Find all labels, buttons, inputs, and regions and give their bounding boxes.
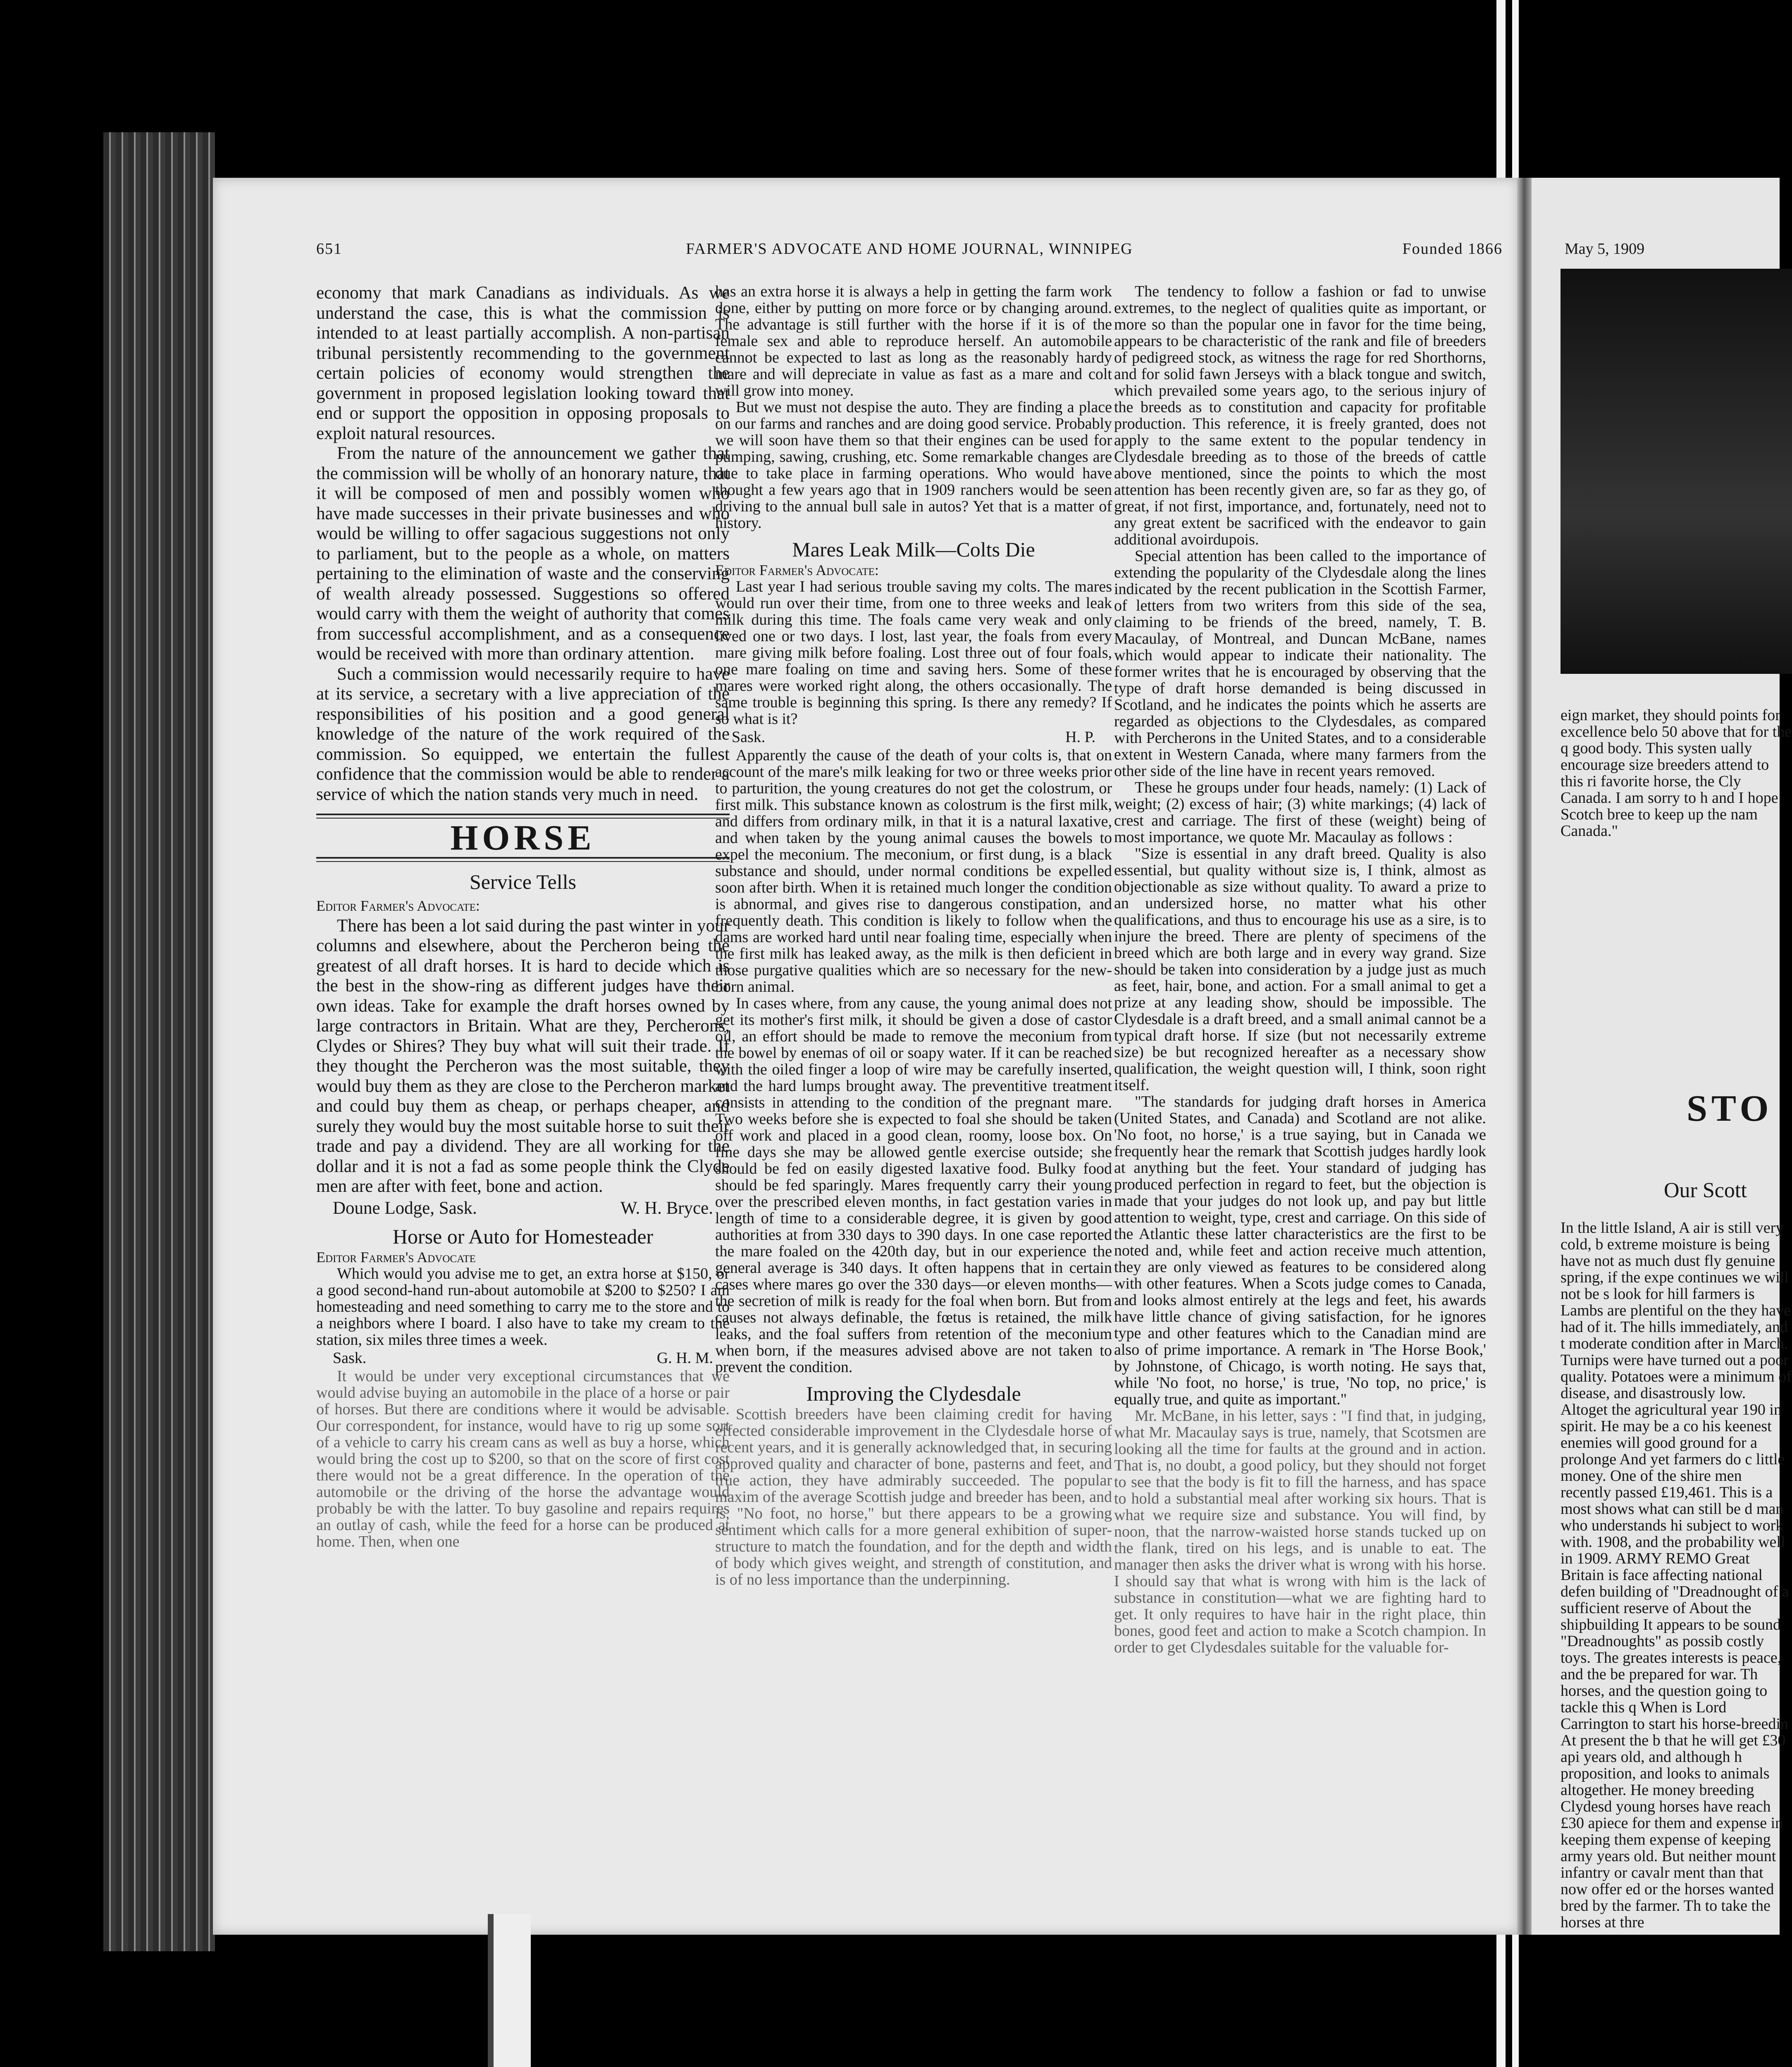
signature [715,729,1112,745]
book-spine [1517,178,1532,1935]
signature-place: Sask. [333,1349,367,1367]
signature [316,1198,730,1219]
paragraph: Such a commission would necessarily require to have at its service, a secretary with a live appreciation of the responsibilities of his position and a good general knowledge of the nature of the work required of the commission. So equipped, we entertain the fullest confidence that the commission would be able to render a service of which the nation stands very much in need. [316,664,730,804]
column-2 [715,283,1112,1588]
paragraph: These he groups under four heads, namely: (1) Lack of weight; (2) excess of hair; (3) white markings; (4) lack of crest and carriage. The first of these (weight) being of most importance, we quote Mr. Macaulay as follows : [1114,779,1486,846]
binding-strap-bottom [1496,1935,1506,2067]
founded-label: Founded 1866 [1402,240,1503,258]
section-rule [316,857,730,862]
signature-place: Doune Lodge, Sask. [333,1198,477,1218]
left-page [213,178,1519,1935]
section-title: STO [1687,1088,1773,1129]
article-reply: Apparently the cause of the death of your colts is, that on account of the mare's milk leaking for two or three weeks prior to parturition, the young creatures do not get the colostrum, or first milk. This substance known as colostrum is the first milk, and differs from ordinary milk, in that it is a natural laxative, and when taken by the young animal causes the bowels to expel the meconium. The meconium, or first dung, is a black substance and should, under normal conditions be expelled soon after birth. When it is retained much longer the condition is abnormal, and gives rise to dangerous constipation, and frequently death. This condition is likely to follow when the dams are worked hard until near foaling time, especially when the first milk has leaked away, as the milk is then deficient in those purgative qualities which are so necessary for the new-born animal. [715,747,1112,995]
right-page-text: eign market, they should points for excellence belo 50 above that for the q good body. This systen ually encourage size breeders attend to this ri favorite horse, the Cly Canada. I am sorry to h and I hope Scotch bree to keep up the nam Canada." [1561,707,1792,840]
page-number: 651 [316,240,342,258]
editor-line: Editor Farmer's Advocate [316,1249,476,1265]
quote: "The standards for judging draft horses in America (United States, and Canada) and Scotland are not alike. 'No foot, no horse,' is a true saying, but in Canada we frequently hear the remark that Scottish judges hardly look at anything but the feet. Your standard of judging has produced perfection in regard to feet, but the objection is made that your judges do not look up, and pay but little attention to weight, type, crest and carriage. On this side of the Atlantic these latter characteristics are the first to be noted and, while feet and action receive much attention, they are only viewed as features to be considered along with other features. When a Scots judge comes to Canada, and looks almost entirely at the legs and feet, his awards have little chance of giving satisfaction, for he ignores type and other features which to the Canadian mind are also of prime importance. A remark in 'The Horse Book,' by Johnstone, of Chicago, is worth noting. He says that, while 'No foot, no horse,' is true, 'No top, no price,' is equally true, and quite as important." [1114,1093,1486,1408]
right-page [1532,178,1792,1935]
paragraph: But we must not despise the auto. They are finding a place on our farms and ranches and are doing good service. Probably we will soon have them so that their engines can be used for pumping, sawing, crushing, etc. Some remarkable changes are due to take place in farming operations. Who would have thought a few years ago that in 1909 ranchers would be seen driving to the annual bull sale in autos? Yet that is a matter of history. [715,399,1112,532]
column-3 [1114,283,1486,1656]
article-body: There has been a lot said during the past winter in your columns and elsewhere, about the Percheron being the greatest of all draft horses. It is hard to decide which is the best in the show-ring as different judges have their own ideas. Take for example the draft horses owned by large contractors in Britain. What are they, Percherons, Clydes or Shires? They buy what will suit their trade. If they thought the Percheron was the most suitable, they would buy them as they are close to the Percheron market and could buy them as cheap, or perhaps cheaper, and surely they would buy the most suitable horse to suit their trade and pay a dividend. They are all working for the dollar and it is not a fad as some people think the Clyde men are after with feet, bone and action. [316,916,730,1196]
editor-line: Editor Farmer's Advocate: [715,562,879,578]
article-headline: Mares Leak Milk—Colts Die [792,538,1035,561]
paragraph: Mr. McBane, in his letter, says : "I find that, in judging, what Mr. Macaulay says is true, namely, that Scotsmen are looking all the time for faults at the ground and in action. That is, no doubt, a good policy, but they should not forget to see that the body is fit to fill the harness, and has space to hold a substantial meal after working six hours. That is what we require size and substance. You will find, by noon, that the narrow-waisted horse stands tucked up on the flank, tired on his legs, and is unable to eat. The manager then asks the driver what is wrong with his horse. I should say that what is wrong with him is the lack of substance in constitution—what we are fighting hard to get. It only requires to have hair in the right place, thin bones, good feet and action to make a Scotch champion. In order to get Clydesdales suitable for the valuable for- [1114,1407,1486,1656]
signature-author: W. H. Bryce. [620,1198,713,1218]
article-headline: Improving the Clydesdale [806,1382,1021,1405]
right-page-text: In the little Island, A air is still very cold, b extreme moisture is being have not as much dust fly genuine spring, if the expe continues we will not be s look for hill farmers is Lambs are plentiful on the they have had of it. The hills immediately, and t moderate condition after in March. Turnips were have turned out a poor quality. Potatoes were a minimum of disease, and disastrously low. Altoget the agricultural year 190 in spirit. He may be a co his keenest enemies will good ground for a prolonge And yet farmers do c little money. One of the shire men recently passed £19,461. This is a most shows what can still be d man who understands hi subject to work with. 1908, and the probability well in 1909. ARMY REMO Great Britain is face affecting national defen building of "Dreadnought of a sufficient reserve of About the shipbuilding It appears to be sound "Dreadnoughts" as possib costly toys. The greates interests is peace, and the be prepared for war. Th horses, and the question going to tackle this q When is Lord Carrington to start his horse-breedin At present the b that he will get £30 api years old, and although h proposition, and looks to animals altogether. He money breeding Clydesd young horses have reach £30 apiece for them and expense in keeping them expense of keeping army years old. But neither mount infantry or cavalr ment than that now offer ed or the horses wanted bred by the farmer. Th to take the horses at thre [1561,1219,1792,1931]
editor-line: Editor Farmer's Advocate: [316,897,480,914]
article-headline: Horse or Auto for Homesteader [392,1225,654,1248]
paragraph: has an extra horse it is always a help in getting the farm work done, either by putting on more force or by changing around. The advantage is still further with the horse if it is of the female sex and able to reproduce herself. An automobile cannot be expected to last as long as the reasonably hardy mare and will depreciate in value as fast as a mare and colt will grow into money. [715,283,1112,399]
quote: "Size is essential in any draft breed. Quality is also essential, but quality without size is, I think, almost as objectionable as size without quality. To award a prize to an undersized horse, no matter what his other qualifications, and thus to encourage his use as a sire, is to injure the breed. There are plenty of specimens of the breed which are both large and in every way grand. Size should be taken into consideration by a judge just as much as feet, hair, bone, and action. For a small animal to get a prize at any leading show, should be impossible. The Clydesdale is a draft breed, and a small animal cannot be a typical draft horse. If size (but not necessarily extreme size) be but recognized hereafter as a necessary show qualification, the weight question will, I think, soon right itself. [1114,845,1486,1094]
paragraph: economy that mark Canadians as individuals. As we understand the case, this is what the commission is intended to at least partially accomplish. A non-partisan tribunal persistently recommending to the government certain policies of economy would strengthen the government in proposed legislation looking toward that end or support the opposition in opposing proposals to exploit natural resources. [316,283,730,443]
article-body: Which would you advise me to get, an extra horse at $150, or a good second-hand run-about automobile at $200 to $250? I am homesteading and need something to carry me to the store and to a neighbors where I board. I also have to take my cream to the station, six miles three times a week. [316,1265,730,1349]
signature-place: Sask. [732,728,766,746]
photo [1561,269,1792,674]
paragraph: From the nature of the announcement we gather that the commission will be wholly of an honorary nature, that it will be composed of men and possibly women who have made successes in their private businesses and who would be willing to offer sagacious suggestions not only to parliament, but to the people as a whole, on matters pertaining to the elimination of waste and the conserving of wealth already possessed. Suggestions so offered would carry with them the weight of authority that comes from successful accomplishment, and as a consequence would be received with more than ordinary attention. [316,444,730,664]
right-page-date: May 5, 1909 [1565,240,1645,258]
paragraph: Special attention has been called to the importance of extending the popularity of the Clydesdale along the lines indicated by the recent publication in the Scottish Farmer, of letters from two writers from this side of the sea, claiming to be friends of the breed, namely, T. B. Macaulay, of Montreal, and Duncan McBane, names which would appear to indicate their nationality. The former writes that he is encouraged by observing that the type of draft horse demanded is being discussed in Scotland, and he indicates the points which he asserts are regarded as objections to the Clydesdales, as compared with Percherons in the United States, and to a considerable extent in Western Canada, where many farmers from the other side of the line have in recent years removed. [1114,547,1486,780]
binding-strap-top [1496,0,1506,178]
signature-author: H. P. [1065,728,1095,746]
photo-caption: STEER [1726,653,1765,665]
journal-title: FARMER'S ADVOCATE AND HOME JOURNAL, WINNIPEG [686,240,1133,258]
book-page-edges [103,132,215,1951]
article-reply: In cases where, from any cause, the young animal does not get its mother's first milk, it should be given a dose of castor oil, an effort should be made to remove the meconium from the bowel by enemas of oil or soapy water. If it can be reached with the oiled finger a loop of wire may be carefully inserted, and the hard lumps brought away. The preventitive treatment consists in attending to the condition of the pregnant mare. Two weeks before she is expected to foal she should be taken off work and placed in a good clean, roomy, loose box. On fine days she may be allowed gentle exercise outside; she should be fed on easily digested laxative food. Bulky food should be fed sparingly. Mares frequently carry their young over the prescribed eleven months, in fact gestation varies in length of time to a considerable degree, it is given by good authorities at from 330 days to 390 days. In one case reported the mare foaled on the 420th day, but in our experience the general average is 340 days. It often happens that in certain cases where mares go over the 330 days—or eleven months—the secretion of milk is ready for the foal when born. But from causes not always definable, the fœtus is retained, the milk leaks, and the foal suffers from retention of the meconium when born, if the measures advised above are not taken to prevent the condition. [715,995,1112,1376]
article-headline: Our Scott [1664,1179,1747,1202]
section-title: HORSE [450,818,596,857]
signature [316,1350,730,1366]
paragraph: The tendency to follow a fashion or fad to unwise extremes, to the neglect of qualities quite as important, or more so than the popular one in favor for the time being, appears to be characteristic of the rank and file of breeders of pedigreed stock, as witness the rage for red Shorthorns, and for solid fawn Jerseys with a black tongue and switch, which prevailed some years ago, to the serious injury of the breeds as to constitution and capacity for profitable production. This reference, it is freely granted, does not apply to the same extent to the popular tendency in Clydesdale breeding as to those of the breeds of cattle above mentioned, since the points to which the most attention has been recently given are, so far as they go, of great, if not first, importance, and, fortunately, need not to any great extent be sacrificed with the endeavor to gain additional avoirdupois. [1114,283,1486,548]
binding-strap-bottom-2 [1512,1935,1519,2067]
article-body: Last year I had serious trouble saving my colts. The mares would run over their time, from one to three weeks and leak milk during this time. The foals came very weak and only lived one or two days. I lost, last year, the foals from every mare giving milk before foaling. Lost three out of four foals, one mare foaling on time and saving hers. Some of these mares were worked right along, the others occasionally. The same trouble is beginning this spring. Is there any remedy? If so what is it? [715,578,1112,728]
article-headline: Service Tells [469,870,576,893]
signature-author: G. H. M. [656,1349,713,1367]
article-body: Scottish breeders have been claiming credit for having effected considerable improvement in the Clydesdale horse of recent years, and it is generally acknowledged that, in securing approved quality and character of bone, pasterns and feet, and true action, they have admirably succeeded. The popular maxim of the average Scottish judge and breeder has been, and is, "No foot, no horse," but there appears to be a growing sentiment which calls for a more general exhibition of super-structure to match the foundation, and for the depth and width of body which gives weight, and strength of constitution, and is of no less importance than the underpinning. [715,1406,1112,1588]
article-reply: It would be under very exceptional circumstances that we would advise buying an automobile in the place of a horse or pair of horses. But there are conditions where it would be advisable. Our correspondent, for instance, would have to rig up some sort of a vehicle to carry his cream cans as well as buy a horse, which would bring the cost up to $200, so that on the score of first cost there would not be a great difference. In the operation of the automobile or the driving of the horse the advantage would probably be with the latter. To buy gasoline and repairs requires an outlay of cash, while the feed for a horse can be produced at home. Then, when one [316,1368,730,1550]
column-1 [316,283,730,1550]
bookmark-clip [488,1914,531,2067]
page-header [316,240,1503,265]
binding-strap-top-2 [1512,0,1519,178]
